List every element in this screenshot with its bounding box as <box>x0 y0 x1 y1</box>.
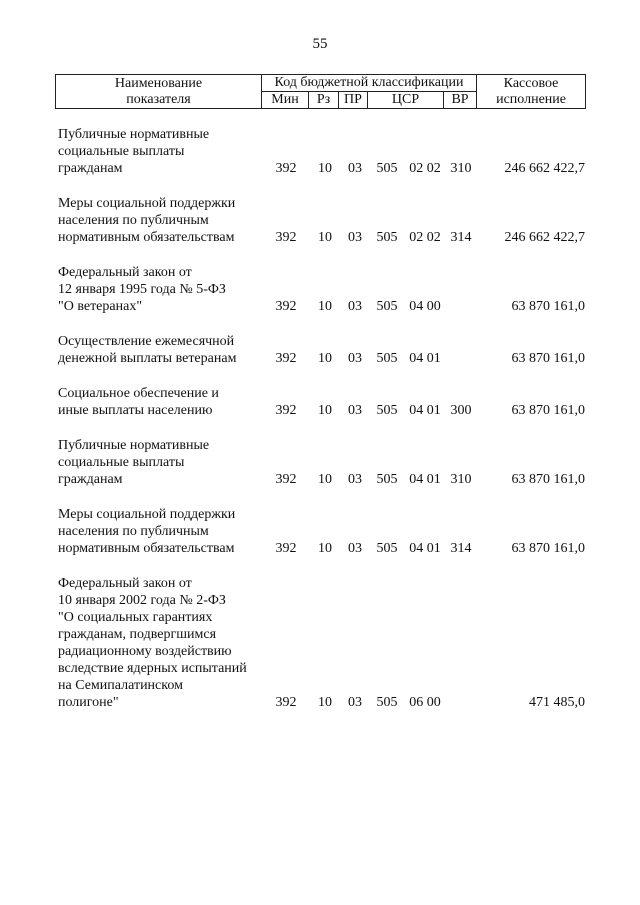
table-row <box>58 126 585 177</box>
row-name-line: полигоне" <box>58 695 119 710</box>
header-name: Наименование показателя <box>56 75 262 109</box>
row-csr1: 505 <box>376 351 398 366</box>
row-name-line: 12 января 1995 года № 5-ФЗ <box>58 282 226 297</box>
row-csr2: 04 01 <box>409 541 441 556</box>
row-name-line: социальные выплаты <box>58 144 185 159</box>
row-csr2: 02 02 <box>409 161 441 176</box>
row-pr: 03 <box>348 351 362 366</box>
row-rz: 10 <box>318 472 332 487</box>
row-name <box>58 195 262 246</box>
row-name <box>58 333 262 367</box>
row-rz: 10 <box>318 299 332 314</box>
row-csr1: 505 <box>376 230 398 245</box>
row-pr: 03 <box>348 541 362 556</box>
table-row <box>58 437 585 488</box>
row-name-line: нормативным обязательствам <box>58 230 235 245</box>
row-name-line: гражданам, подвергшимся <box>58 627 217 642</box>
row-pr: 03 <box>348 299 362 314</box>
header-vr: ВР <box>444 92 477 109</box>
row-pr: 03 <box>348 403 362 418</box>
row-pr: 03 <box>348 472 362 487</box>
row-name-line: Осуществление ежемесячной <box>58 334 235 349</box>
row-name-line: Федеральный закон от <box>58 576 192 591</box>
row-name-line: гражданам <box>58 161 123 176</box>
row-vr: 300 <box>450 403 472 418</box>
row-name <box>58 385 262 419</box>
row-csr1: 505 <box>376 299 398 314</box>
row-name <box>58 264 262 315</box>
row-pr: 03 <box>348 695 362 710</box>
header-rz: Рз <box>309 92 339 109</box>
header-pr: ПР <box>339 92 368 109</box>
row-name <box>58 575 262 711</box>
row-rz: 10 <box>318 541 332 556</box>
row-min: 392 <box>275 403 297 418</box>
row-name-line: нормативным обязательствам <box>58 541 235 556</box>
row-name-line: на Семипалатинском <box>58 678 183 693</box>
row-min: 392 <box>275 230 297 245</box>
row-name-line: "О ветеранах" <box>58 299 143 314</box>
page-number: 55 <box>312 36 328 52</box>
row-pr: 03 <box>348 230 362 245</box>
row-name <box>58 437 262 488</box>
row-min: 392 <box>275 351 297 366</box>
table-row <box>58 333 585 367</box>
row-min: 392 <box>275 541 297 556</box>
row-min: 392 <box>275 161 297 176</box>
row-name-line: Меры социальной поддержки <box>58 196 236 211</box>
row-name-line: Меры социальной поддержки <box>58 507 236 522</box>
row-min: 392 <box>275 472 297 487</box>
row-csr1: 505 <box>376 695 398 710</box>
row-name-line: Публичные нормативные <box>58 127 210 142</box>
row-amount: 63 870 161,0 <box>511 472 585 487</box>
row-vr: 314 <box>450 230 472 245</box>
header-execution: Кассовое исполнение <box>477 75 586 109</box>
row-amount: 63 870 161,0 <box>511 351 585 366</box>
row-amount: 63 870 161,0 <box>511 403 585 418</box>
row-name <box>58 506 262 557</box>
budget-table-header <box>55 74 586 109</box>
row-name-line: радиационному воздействию <box>58 644 232 659</box>
row-name-line: населения по публичным <box>58 524 209 539</box>
table-row <box>58 195 585 246</box>
row-rz: 10 <box>318 351 332 366</box>
row-csr1: 505 <box>376 403 398 418</box>
row-csr2: 06 00 <box>409 695 441 710</box>
row-csr1: 505 <box>376 472 398 487</box>
row-csr1: 505 <box>376 541 398 556</box>
row-name-line: Социальное обеспечение и <box>58 386 219 401</box>
row-csr2: 04 01 <box>409 403 441 418</box>
row-csr2: 02 02 <box>409 230 441 245</box>
table-row <box>58 506 585 557</box>
row-csr2: 04 01 <box>409 472 441 487</box>
row-rz: 10 <box>318 403 332 418</box>
header-code-group: Код бюджетной классификации <box>262 75 477 92</box>
row-name-line: "О социальных гарантиях <box>58 610 213 625</box>
row-name <box>58 126 262 177</box>
row-vr: 314 <box>450 541 472 556</box>
row-amount: 63 870 161,0 <box>511 299 585 314</box>
row-min: 392 <box>275 695 297 710</box>
row-name-line: Федеральный закон от <box>58 265 192 280</box>
table-row <box>58 264 585 315</box>
row-csr1: 505 <box>376 161 398 176</box>
row-name-line: гражданам <box>58 472 123 487</box>
row-vr: 310 <box>450 161 472 176</box>
row-rz: 10 <box>318 161 332 176</box>
header-csr: ЦСР <box>368 92 444 109</box>
row-amount: 63 870 161,0 <box>511 541 585 556</box>
row-name-line: социальные выплаты <box>58 455 185 470</box>
row-name-line: 10 января 2002 года № 2-ФЗ <box>58 593 226 608</box>
row-min: 392 <box>275 299 297 314</box>
header-min: Мин <box>262 92 309 109</box>
row-csr2: 04 00 <box>409 299 441 314</box>
budget-rows <box>0 126 640 729</box>
row-name-line: денежной выплаты ветеранам <box>58 351 237 366</box>
row-amount: 246 662 422,7 <box>504 161 585 176</box>
row-rz: 10 <box>318 695 332 710</box>
row-vr: 310 <box>450 472 472 487</box>
row-amount: 471 485,0 <box>529 695 585 710</box>
row-name-line: Публичные нормативные <box>58 438 210 453</box>
table-row <box>58 575 585 711</box>
row-name-line: населения по публичным <box>58 213 209 228</box>
row-name-line: вследствие ядерных испытаний <box>58 661 247 676</box>
table-row <box>58 385 585 419</box>
row-name-line: иные выплаты населению <box>58 403 213 418</box>
row-amount: 246 662 422,7 <box>504 230 585 245</box>
row-rz: 10 <box>318 230 332 245</box>
row-pr: 03 <box>348 161 362 176</box>
row-csr2: 04 01 <box>409 351 441 366</box>
